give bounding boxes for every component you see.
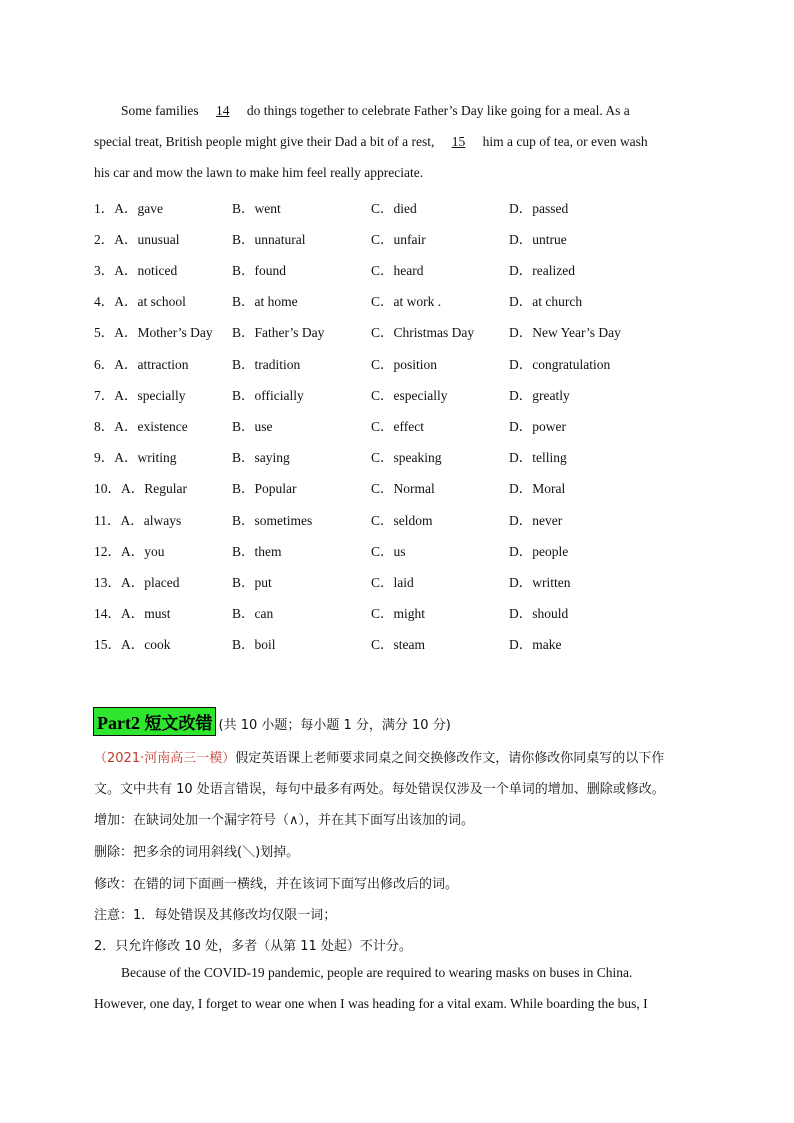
option-c: C．position [371, 357, 438, 372]
option-d: D．passed [509, 201, 569, 216]
question-row [94, 290, 714, 310]
source-tag: （2021·河南高三一模） [94, 751, 236, 766]
option-c: C．effect [371, 419, 424, 434]
option-b: B．Father’s Day [232, 325, 325, 340]
note-1: 注意：1．每处错误及其修改均仅限一词； [94, 908, 337, 923]
option-a: 5．A．Mother’s Day [94, 325, 213, 340]
instruction-delete: 删除：把多余的词用斜线(＼)划掉。 [94, 845, 300, 860]
question-row [94, 602, 714, 622]
option-b: B．saying [232, 450, 290, 465]
option-a: 15．A．cook [94, 637, 171, 652]
option-a: 1．A．gave [94, 201, 163, 216]
option-b: B．went [232, 201, 281, 216]
option-a: 14．A．must [94, 606, 171, 621]
question-row [94, 415, 714, 435]
option-c: C．steam [371, 637, 425, 652]
option-d: D．power [509, 419, 566, 434]
option-a: 2．A．unusual [94, 232, 180, 247]
option-c: C．unfair [371, 232, 426, 247]
blank-15: 15 [451, 134, 466, 149]
option-b: B．can [232, 606, 274, 621]
question-row [94, 228, 714, 248]
option-a: 12．A．you [94, 544, 165, 559]
option-c: C．might [371, 606, 426, 621]
instruction-modify: 修改：在错的词下面画一横线，并在该词下面写出修改后的词。 [94, 877, 459, 892]
option-d: D．never [509, 513, 563, 528]
instruction-add: 增加：在缺词处加一个漏字符号（∧），并在其下面写出该加的词。 [94, 813, 475, 828]
question-row [94, 353, 714, 373]
part2-heading [93, 707, 451, 732]
option-a: 9．A．writing [94, 450, 177, 465]
question-row [94, 633, 714, 653]
passage-line-2: special treat, British people might give their Dad a bit of a rest, 15 him a cup of tea, or even wash [94, 134, 648, 149]
option-b: B．sometimes [232, 513, 313, 528]
essay-line-2: However, one day, I forget to wear one when I was heading for a vital exam. While boarding the bus, I [94, 996, 648, 1011]
option-d: D．make [509, 637, 562, 652]
option-a: 8．A．existence [94, 419, 188, 434]
option-a: 4．A．at school [94, 294, 186, 309]
instruction-line-1: （2021·河南高三一模）假定英语课上老师要求同桌之间交换修改作文，请你修改你同桌写的以下作 [94, 751, 665, 766]
option-a: 13．A．placed [94, 575, 180, 590]
option-d: D．congratulation [509, 357, 611, 372]
option-c: C．died [371, 201, 417, 216]
option-b: B．at home [232, 294, 298, 309]
option-c: C．at work . [371, 294, 442, 309]
option-d: D．at church [509, 294, 583, 309]
option-d: D．New Year’s Day [509, 325, 621, 340]
option-d: D．realized [509, 263, 575, 278]
option-d: D．Moral [509, 481, 566, 496]
option-b: B．unnatural [232, 232, 306, 247]
option-c: C．laid [371, 575, 414, 590]
note-2: 2．只允许修改 10 处，多者（从第 11 处起）不计分。 [94, 939, 412, 954]
option-a: 6．A．attraction [94, 357, 189, 372]
option-b: B．tradition [232, 357, 301, 372]
part2-badge: Part2 短文改错 [93, 707, 216, 736]
question-row [94, 321, 714, 341]
option-c: C．especially [371, 388, 448, 403]
question-row [94, 259, 714, 279]
option-c: C．Christmas Day [371, 325, 475, 340]
option-b: B．Popular [232, 481, 297, 496]
part2-score-note: (共 10 小题；每小题 1 分，满分 10 分) [218, 718, 451, 733]
option-c: C．seldom [371, 513, 433, 528]
option-b: B．use [232, 419, 273, 434]
option-b: B．found [232, 263, 286, 278]
option-a: 10．A．Regular [94, 481, 187, 496]
option-b: B．officially [232, 388, 304, 403]
option-d: D．should [509, 606, 569, 621]
option-b: B．put [232, 575, 272, 590]
question-row [94, 384, 714, 404]
option-b: B．them [232, 544, 282, 559]
option-a: 3．A．noticed [94, 263, 178, 278]
option-d: D．written [509, 575, 571, 590]
instruction-line-2: 文。文中共有 10 处语言错误，每句中最多有两处。每处错误仅涉及一个单词的增加、删除或修改。 [94, 782, 665, 797]
question-row [94, 197, 714, 217]
question-row [94, 540, 714, 560]
question-row [94, 477, 714, 497]
option-c: C．speaking [371, 450, 442, 465]
option-b: B．boil [232, 637, 276, 652]
option-a: 7．A．specially [94, 388, 186, 403]
passage-line-1: Some families 14 do things together to celebrate Father’s Day like going for a meal. As a [121, 103, 630, 118]
option-c: C．heard [371, 263, 424, 278]
blank-14: 14 [216, 103, 230, 118]
question-row [94, 571, 714, 591]
option-a: 11．A．always [94, 513, 182, 528]
question-row [94, 509, 714, 529]
option-c: C．us [371, 544, 406, 559]
option-d: D．people [509, 544, 569, 559]
essay-line-1: Because of the COVID-19 pandemic, people are required to wearing masks on buses in China. [121, 965, 633, 980]
passage-line-3: his car and mow the lawn to make him feel really appreciate. [94, 165, 424, 180]
option-d: D．greatly [509, 388, 570, 403]
option-d: D．untrue [509, 232, 567, 247]
option-c: C．Normal [371, 481, 435, 496]
option-d: D．telling [509, 450, 567, 465]
question-row [94, 446, 714, 466]
